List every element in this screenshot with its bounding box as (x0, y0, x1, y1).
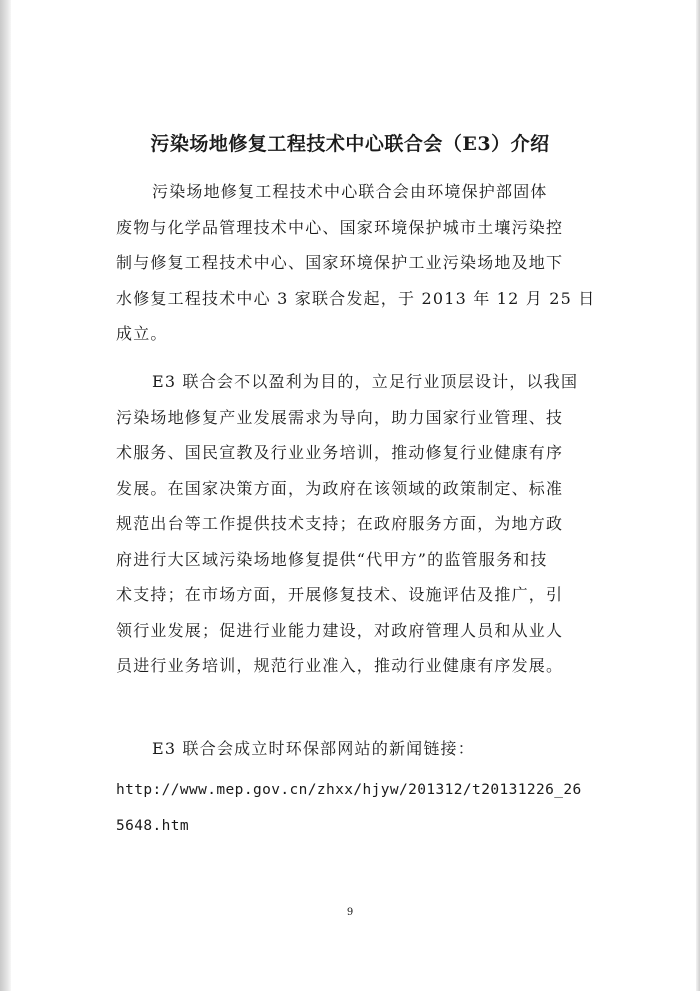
paragraph-line: 发展。在国家决策方面，为政府在该领域的政策制定、标准 (116, 478, 564, 498)
url-line: http://www.mep.gov.cn/zhxx/hjyw/201312/t20131226_26 (116, 782, 582, 798)
link-intro-paragraph (116, 731, 602, 767)
paragraph-line: 规范出台等工作提供技术支持；在政府服务方面，为地方政 (116, 514, 564, 533)
news-link-url (116, 772, 606, 843)
paragraph-line: 术支持；在市场方面，开展修复技术、设施评估及推广，引 (116, 585, 564, 604)
paragraph-line: 水修复工程技术中心 3 家联合发起，于 2013 年 12 月 25 日 (116, 288, 596, 308)
paragraph-line: 术服务、国民宣教及行业业务培训，推动修复行业健康有序 (116, 443, 564, 462)
paragraph-line: 成立。 (116, 324, 168, 343)
link-intro: E3 联合会成立时环保部网站的新闻链接： (152, 739, 475, 758)
paragraph-line: E3 联合会不以盈利为目的，立足行业顶层设计，以我国 (152, 372, 579, 391)
page-number: 9 (346, 907, 354, 918)
paragraph-founding (116, 174, 602, 352)
paragraph-line: 府进行大区域污染场地修复提供“代甲方”的监管服务和技 (116, 549, 548, 569)
paragraph-line: 制与修复工程技术中心、国家环境保护工业污染场地及地下 (116, 253, 564, 272)
paragraph-mission (116, 364, 602, 684)
document-title: 污染场地修复工程技术中心联合会（E3）介绍 (150, 133, 550, 155)
paragraph-line: 废物与化学品管理技术中心、国家环境保护城市土壤污染控 (116, 217, 564, 237)
paragraph-line: 污染场地修复工程技术中心联合会由环境保护部固体 (152, 182, 548, 201)
paragraph-line: 污染场地修复产业发展需求为导向，助力国家行业管理、技 (116, 407, 564, 427)
paragraph-line: 领行业发展；促进行业能力建设，对政府管理人员和从业人 (116, 620, 564, 640)
paragraph-line: 员进行业务培训，规范行业准入，推动行业健康有序发展。 (116, 656, 564, 675)
url-line: 5648.htm (116, 817, 190, 834)
